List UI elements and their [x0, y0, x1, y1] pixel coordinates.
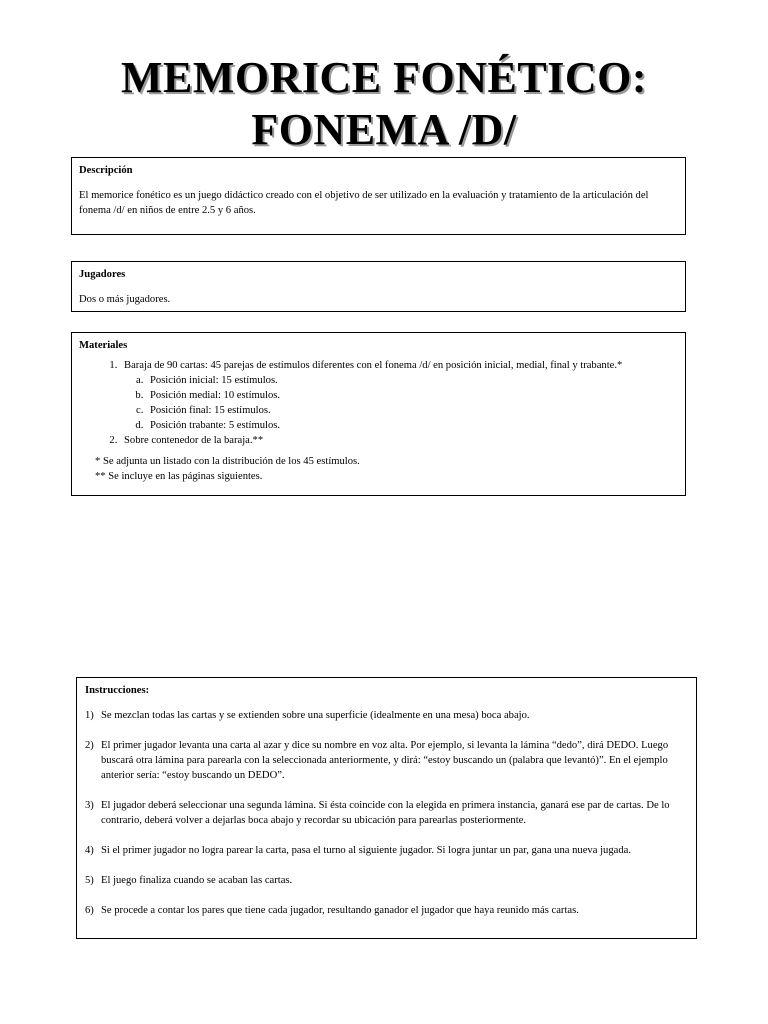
title-line-2: FONEMA /D/ — [251, 105, 517, 154]
list-item — [120, 358, 678, 433]
list-item — [85, 738, 688, 783]
materiales-sublist — [124, 373, 678, 433]
title-line-1: MEMORICE FONÉTICO: — [121, 53, 647, 102]
item-text: Se mezclan todas las cartas y se extienden sobre una superficie (idealmente en una mesa) boca abajo. — [101, 710, 530, 721]
instrucciones-list — [85, 708, 688, 918]
item-number: 4) — [85, 845, 94, 856]
descripcion-heading: Descripción — [79, 165, 133, 176]
page-title — [0, 52, 768, 156]
item-number: 6) — [85, 905, 94, 916]
item-number: 3) — [85, 800, 94, 811]
materiales-box — [71, 332, 686, 496]
materiales-notes — [79, 454, 678, 484]
item-number: 1) — [85, 710, 94, 721]
list-item — [85, 873, 688, 888]
list-item: a. Posición inicial: 15 estímulos. — [146, 373, 678, 388]
list-item: d. Posición trabante: 5 estímulos. — [146, 418, 678, 433]
item-text: Si el primer jugador no logra parear la carta, pasa el turno al siguiente jugador. Si logra juntar un par, gana una nueva jugada. — [101, 845, 631, 856]
item-text: Se procede a contar los pares que tiene cada jugador, resultando ganador el jugador que haya reunido más cartas. — [101, 905, 579, 916]
instrucciones-heading: Instrucciones: — [85, 685, 150, 696]
instrucciones-box — [76, 677, 697, 939]
materiales-list — [79, 358, 678, 448]
jugadores-heading: Jugadores — [79, 269, 126, 280]
item-number: 5) — [85, 875, 94, 886]
item-number: 2) — [85, 740, 94, 751]
list-item — [85, 843, 688, 858]
descripcion-box — [71, 157, 686, 235]
list-item — [85, 798, 688, 828]
item-text: El jugador deberá seleccionar una segunda lámina. Si ésta coincide con la elegida en primera instancia, ganará ese par de cartas. De lo contrario, deberá volver a dejarlas boca abajo y recordar su ubicación para parearlas posteriormente. — [101, 800, 670, 826]
item-text: El juego finaliza cuando se acaban las cartas. — [101, 875, 293, 886]
list-item — [85, 903, 688, 918]
list-item — [85, 708, 688, 723]
jugadores-box — [71, 261, 686, 312]
descripcion-text: El memorice fonético es un juego didáctico creado con el objetivo de ser utilizado en la evaluación y tratamiento de la articulación del fonema /d/ en niños de entre 2.5 y 6 años. — [79, 190, 649, 216]
materiales-item-text: Sobre contenedor de la baraja.** — [124, 435, 264, 446]
materiales-heading: Materiales — [79, 340, 128, 351]
note: * Se adjunta un listado con la distribución de los 45 estímulos. — [95, 456, 360, 467]
item-text: El primer jugador levanta una carta al azar y dice su nombre en voz alta. Por ejemplo, si levanta la lámina “dedo”, dirá DEDO. Luego buscará otra lámina para parearla con la seleccionada anteriormente, y dirá: “estoy buscando un (palabra que levantó)”. En el ejemplo anterior sería: “estoy buscando un DEDO”. — [101, 740, 669, 781]
list-item — [120, 433, 678, 448]
jugadores-text: Dos o más jugadores. — [79, 294, 171, 305]
list-item: b. Posición medial: 10 estímulos. — [146, 388, 678, 403]
materiales-item-text: Baraja de 90 cartas: 45 parejas de estímulos diferentes con el fonema /d/ en posición inicial, medial, final y trabante.* — [124, 360, 623, 371]
note: ** Se incluye en las páginas siguientes. — [95, 471, 263, 482]
list-item: c. Posición final: 15 estímulos. — [146, 403, 678, 418]
